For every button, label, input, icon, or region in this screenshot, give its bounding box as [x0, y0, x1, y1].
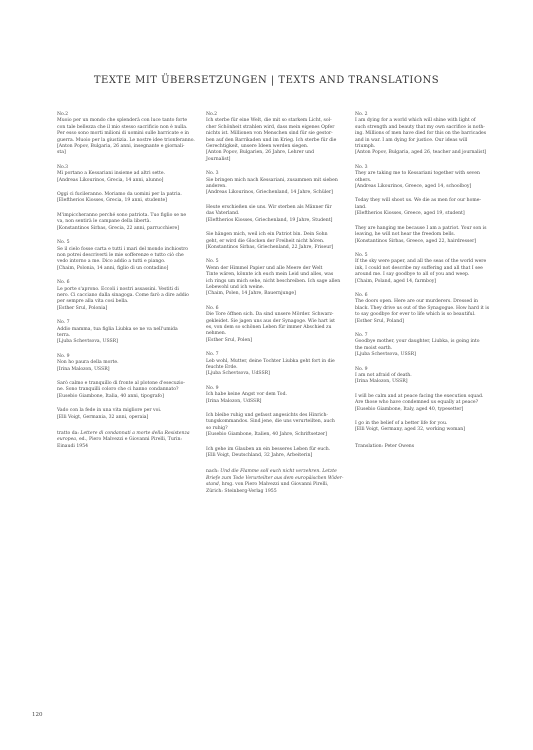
- text-line: Ich sterbe für eine Welt, die mit so starkem Licht, sol-: [206, 118, 332, 124]
- text-line: ne. Sono tranquilli coloro che ci hanno condannato?: [57, 387, 179, 393]
- text-line: No. 5: [206, 259, 219, 265]
- text-line: vedo intorno a me. Dico addio a tutti e piango.: [57, 259, 166, 265]
- src-publisher: Zürich: Steinberg-Verlag 1955: [206, 488, 277, 494]
- text-line: Wenn der Himmel Papier und alle Meere der Welt: [206, 265, 323, 271]
- english-text-block: [355, 293, 503, 325]
- text-line: If the sky were paper, and all the seas of the world were: [355, 259, 487, 265]
- text-line: Today they will shoot us. We die as men for our home-: [355, 198, 481, 204]
- german-text-block: [206, 306, 354, 344]
- italian-text-block: [57, 213, 205, 232]
- italian-text-block: [57, 320, 205, 346]
- italian-source-note: [57, 431, 205, 450]
- text-line: black. They drive us out of the Synagogue. How hard it is: [355, 305, 490, 311]
- text-line: Sarò calmo e tranquillo di fronte al plotone d'esecuzio-: [57, 381, 185, 386]
- text-line: Sie bringen mich nach Kessariani, zusammen mit sieben: [206, 177, 338, 183]
- src-title-2: Briefe zum Tode Verurteilter aus dem europäischen Wider-: [206, 475, 344, 481]
- german-text-block: [206, 171, 354, 197]
- text-line: Vado con la fede in una vita migliore per voi.: [57, 408, 162, 414]
- text-line: Die Tore öffnen sich. Da sind unsere Mörder. Schwarz-: [206, 312, 334, 318]
- text-line: feuchte Erde.: [206, 365, 238, 370]
- text-line: [Chaim, Polonia, 14 anni, figlio di un contadino]: [57, 265, 169, 271]
- text-line: No. 6: [206, 305, 219, 311]
- src-editors: hrsg. von Piero Malvezzi und Giovanni Pirelli,: [220, 482, 329, 488]
- page-number: 120: [32, 712, 43, 718]
- italian-text-block: [57, 112, 205, 157]
- text-line: [Andreas Likourinos, Greece, aged 14, schoolboy]: [355, 184, 472, 190]
- english-text-block: [355, 333, 503, 359]
- german-text-block: [206, 205, 354, 224]
- italian-text-block: [57, 165, 205, 184]
- text-line: No.2: [206, 112, 218, 117]
- text-line: [Esther Srul, Poland]: [355, 318, 404, 324]
- text-line: No. 5: [355, 252, 368, 258]
- text-line: [Eleftherios Kiosses, Greece, aged 19, student]: [355, 211, 465, 217]
- text-line: [Irina Malozon, UdSSR]: [206, 398, 262, 404]
- text-line: leaving, he will not hear the freedom bells.: [355, 232, 456, 238]
- text-line: ink, I could not describe my suffering and all that I see: [355, 265, 483, 271]
- translation-credit: Translation: Peter Owens: [355, 443, 415, 449]
- text-line: [Ljuba Schevtsova, USSR]: [355, 352, 416, 358]
- german-text-block: [206, 112, 354, 163]
- german-text-block: [206, 259, 354, 297]
- text-line: Le porte s'aprono. Eccoli i nostri assassini. Vestiti di: [57, 286, 179, 292]
- text-line: [Elli Voigt, Germania, 32 anni, operaia]: [57, 414, 149, 420]
- text-line: No. 9: [206, 385, 219, 391]
- text-line: [Eleftherios Kiosses, Grecia, 19 anni, studente]: [57, 198, 167, 204]
- text-line: [Irina Malozon, USSR]: [355, 379, 408, 385]
- italian-text-block: [57, 354, 205, 373]
- text-line: Leb wohl, Mutter, deine Tochter Liubka geht fort in die: [206, 358, 335, 364]
- text-line: [Chaim, Poland, aged 14, farmboy]: [355, 278, 437, 284]
- text-line: I am not afraid of death.: [355, 373, 412, 378]
- german-text-block: [206, 352, 354, 378]
- text-line: Are those who have condemned us equally at peace?: [355, 400, 479, 406]
- italian-text-block: [57, 408, 205, 421]
- src-title-3: stand,: [206, 482, 221, 488]
- italian-column: [57, 112, 205, 450]
- text-line: Addio mamma, tua figlia Liubka se ne va nell'umida: [57, 326, 178, 332]
- italian-text-block: [57, 381, 205, 400]
- german-text-block: [206, 232, 354, 251]
- text-line: others.: [355, 177, 372, 183]
- text-line: [Ljuba Schevtsova, USSR]: [57, 339, 118, 345]
- text-line: Sie hängen mich, weil ich ein Patriot bin. Dein Sohn: [206, 232, 328, 238]
- german-source-note: [206, 469, 354, 495]
- text-line: The doors open. Here are our murderers. Dressed in: [355, 299, 479, 305]
- text-line: [Elli Voigt, Germany, aged 32, working woman]: [355, 427, 466, 433]
- text-line: [Andreas Likourinos, Griechenland, 14 Jahre, Schüler]: [206, 190, 333, 196]
- text-line: anderen.: [206, 184, 227, 190]
- text-line: triumph.: [355, 144, 376, 150]
- italian-text-block: [57, 240, 205, 272]
- english-text-block: [355, 421, 503, 434]
- text-line: I am dying for a world which will shine with light of: [355, 118, 476, 124]
- text-line: Lebewohl und ich weine.: [206, 284, 265, 290]
- text-line: [Konstantinos Sirbas, Greece, aged 22, hairdresser]: [355, 238, 477, 244]
- text-line: [Andreas Likourinos, Grecia, 14 anni, alunno]: [57, 177, 164, 183]
- text-line: gekleidet. Sie jagen uns aus der Synagoge. Wie hart ist: [206, 318, 336, 324]
- text-line: tungskommandos. Sind jene, die uns verurteilten, auch: [206, 419, 335, 425]
- text-line: va, non sentirà le campane della libertà.: [57, 219, 151, 225]
- text-line: No. 3: [206, 171, 219, 177]
- text-line: [Esther Srul, Polen]: [206, 337, 252, 343]
- text-line: con tale bellezza che il mio stesso sacrificio non è nulla.: [57, 124, 188, 130]
- italian-text-block: [57, 280, 205, 312]
- text-line: They are hanging me because I am a patriot. Your son is: [355, 225, 487, 231]
- english-text-block: [355, 112, 503, 157]
- english-column: [355, 112, 503, 450]
- text-line: geht, er wird die Glocken der Freiheit nicht hören.: [206, 238, 325, 244]
- text-line: [Konstantinos Sirbas, Grecia, 22 anni, parrucchiere]: [57, 225, 180, 231]
- text-line: ing. Millions of men have died for this on the barricades: [355, 131, 487, 137]
- src-editors: ed., Piero Malvezzi e Giovanni Pirelli, Turin:: [77, 437, 182, 443]
- text-line: Oggi ci fucileranno. Moriamo da uomini per la patria.: [57, 192, 182, 198]
- german-text-block: [206, 386, 354, 405]
- text-line: Gerechtigkeit, unsere Ideen werden siegen.: [206, 144, 309, 150]
- text-line: [Esther Srul, Polonia]: [57, 305, 108, 311]
- text-line: such strength and beauty that my own sacrifice is noth-: [355, 124, 485, 130]
- english-text-block: [355, 198, 503, 217]
- text-line: Tinte wären, könnte ich euch mein Leid und alles, was: [206, 272, 334, 278]
- text-line: to say goodbye for ever to life which is so beautiful.: [355, 312, 476, 318]
- src-title: Lettere di condannati a morte della Resistenza: [80, 431, 190, 437]
- src-prefix: nach:: [206, 469, 221, 475]
- english-text-block: [355, 226, 503, 245]
- src-prefix: tratto da:: [57, 431, 81, 437]
- text-line: land.: [355, 204, 367, 210]
- text-line: around me. I say goodbye to all of you and weep.: [355, 272, 470, 278]
- text-line: so ruhig?: [206, 425, 228, 431]
- text-line: No. 7: [57, 320, 70, 326]
- text-line: M'impiccheranno perché sono patriota. Tuo figlio se ne: [57, 212, 187, 218]
- text-line: Per esso sono morti milioni di uomini sulle barricate e in: [57, 131, 189, 137]
- text-line: nichts ist. Millionen von Menschen sind für sie gestor-: [206, 131, 333, 137]
- text-line: No. 6: [57, 280, 70, 286]
- german-text-block: [206, 413, 354, 439]
- page-title: TEXTE MIT ÜBERSETZUNGEN | TEXTS AND TRANSLATIONS: [93, 75, 440, 86]
- english-text-block: [355, 165, 503, 191]
- src-publisher: Einaudi 1954: [57, 443, 89, 449]
- text-line: I go in the belief of a better life for you.: [355, 421, 448, 427]
- text-line: [Ljuba Schevtsova, UdSSR]: [206, 371, 270, 377]
- text-line: No. 3: [355, 164, 368, 170]
- text-line: [Eusebio Giambone, Italien, 40 Jahre, Schriftsetzer]: [206, 432, 327, 438]
- text-line: sta]: [57, 150, 66, 156]
- text-line: nero. Ci cacciano dalla sinagoga. Come farò a dire addio: [57, 292, 189, 298]
- italian-text-block: [57, 192, 205, 205]
- text-line: I will be calm and at peace facing the execution squad.: [355, 393, 484, 399]
- text-line: No.2: [57, 112, 69, 117]
- text-line: Non ho paura della morte.: [57, 360, 119, 366]
- text-line: [Anton Popov, Bulgaria, aged 26, teacher and journalist]: [355, 150, 487, 156]
- text-line: [Konstantinos Sirbas, Griechenland, 22 Jahre, Friseur]: [206, 244, 334, 250]
- text-line: Muoio per un mondo che splenderà con luce tanto forte: [57, 118, 188, 124]
- text-line: [Anton Popov, Bulgarien, 26 Jahre, Lehrer und: [206, 150, 315, 156]
- text-line: per sempre alla vita così bella.: [57, 299, 129, 305]
- text-line: Ich gehe im Glauben an ein besseres Leben für euch.: [206, 446, 331, 452]
- german-text-block: [206, 447, 354, 460]
- text-line: No.3: [57, 164, 69, 170]
- german-column: [206, 112, 354, 495]
- text-line: guerra. Muoio per la giustizia. Le nostre idee trionferanno.: [57, 137, 195, 143]
- text-line: [Eusebio Giambone, Italy, aged 40, typesetter]: [355, 406, 464, 412]
- text-line: nehmen.: [206, 331, 227, 337]
- text-line: non potrei descriverti le mie sofferenze e tutto ciò che: [57, 252, 184, 258]
- english-text-block: [355, 253, 503, 285]
- text-line: [Chaim, Polen, 14 Jahre, Bauernjunge]: [206, 291, 296, 297]
- text-line: No. 6: [355, 292, 368, 298]
- text-line: the moist earth.: [355, 345, 393, 351]
- text-line: [Eusebio Giambone, Italia, 40 anni, tipografo]: [57, 393, 164, 399]
- text-line: They are taking me to Kessariani together with seven: [355, 171, 480, 177]
- text-line: Goodbye mother, your daughter, Liubka, is going into: [355, 339, 480, 345]
- english-text-block: [355, 367, 503, 386]
- text-line: Se il cielo fosse carta e tutti i mari del mondo inchiostro: [57, 246, 189, 252]
- text-line: Ich bleibe ruhig und gefasst angesichts des Hinrich-: [206, 413, 328, 419]
- text-line: terra.: [57, 332, 71, 338]
- text-line: [Eleftherios Kiosses, Griechenland, 19 Jahre, Student]: [206, 217, 333, 223]
- text-line: No. 9: [57, 353, 70, 359]
- text-line: ben auf den Barrikaden und im Krieg. Ich sterbe für die: [206, 137, 337, 143]
- text-line: es, von dem so schönen Leben für immer Abschied zu: [206, 324, 332, 330]
- text-line: Ich habe keine Angst vor dem Tod.: [206, 392, 287, 398]
- text-line: No. 9: [355, 366, 368, 372]
- text-line: No. 7: [355, 332, 368, 338]
- text-line: [Elli Voigt, Deutschland, 32 Jahre, Arbeiterin]: [206, 453, 313, 459]
- text-line: Heute erschießen sie uns. Wir sterben als Männer für: [206, 204, 332, 210]
- text-line: No. 2: [355, 112, 368, 117]
- text-line: [Anton Popov, Bulgaria, 26 anni, insegnante e giornali-: [57, 144, 185, 150]
- text-line: [Irina Malozon, USSR]: [57, 366, 110, 372]
- text-line: No. 5: [57, 240, 70, 246]
- english-text-block: [355, 394, 503, 413]
- text-line: and in war. I am dying for justice. Our ideas will: [355, 137, 468, 143]
- text-line: ich rings um mich sehe, nicht beschreiben. Ich sage allen: [206, 278, 341, 284]
- text-line: No. 7: [206, 352, 219, 358]
- src-title-2: europea,: [57, 437, 78, 443]
- text-line: cher Schönheit strahlen wird, dass mein eigenes Opfer: [206, 124, 335, 130]
- src-title: Und die Flamme soll euch nicht verzehren. Letzte: [220, 469, 337, 475]
- text-line: das Vaterland.: [206, 211, 240, 217]
- text-line: Mi portano a Kessariani insieme ad altri sette.: [57, 171, 166, 177]
- text-line: Journalist]: [206, 156, 231, 162]
